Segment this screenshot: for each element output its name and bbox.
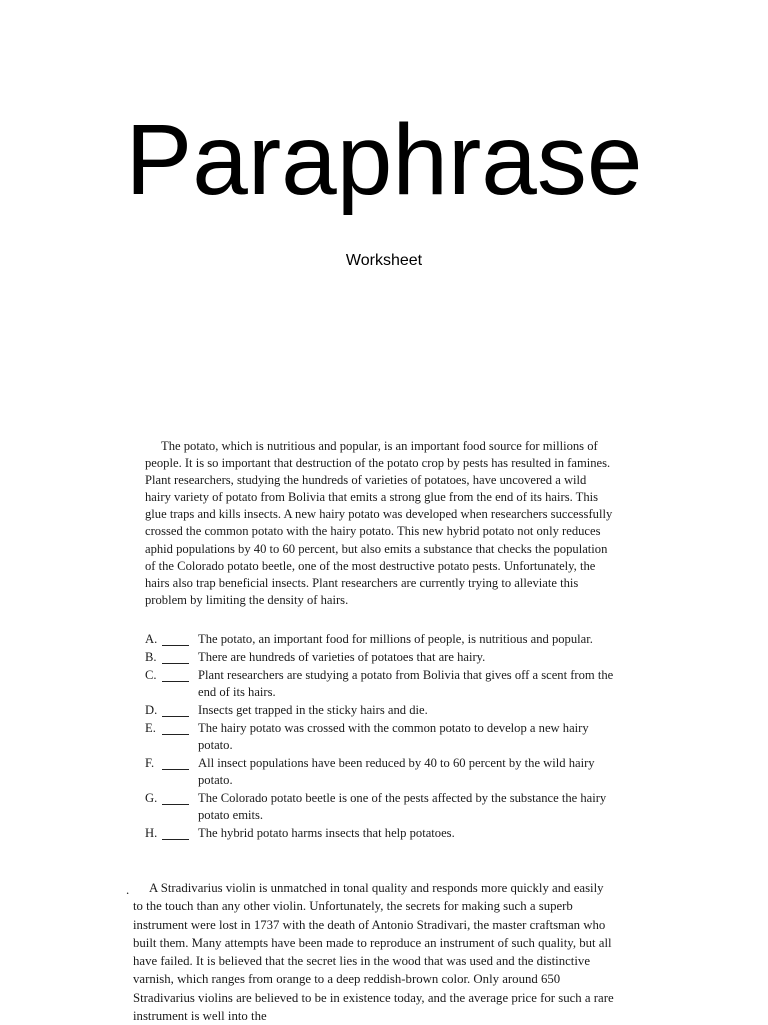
- answer-blank[interactable]: [162, 667, 189, 682]
- answer-blank[interactable]: [162, 720, 189, 735]
- answer-blank[interactable]: [162, 825, 189, 840]
- statement-text: The potato, an important food for millions of people, is nutritious and popular.: [198, 632, 593, 646]
- statement-letter: C.: [145, 668, 157, 683]
- statement-item-e: [145, 720, 615, 754]
- statement-letter: F.: [145, 756, 155, 771]
- passage-bullet: .: [126, 882, 130, 897]
- statement-text: The hairy potato was crossed with the common potato to develop a new hairy potato.: [198, 721, 589, 752]
- statement-text: The hybrid potato harms insects that help potatoes.: [198, 825, 455, 840]
- statement-item-b: [145, 649, 615, 666]
- answer-blank[interactable]: [162, 755, 189, 770]
- potato-passage: The potato, which is nutritious and popular, is an important food source for millions of people. It is so important that destruction of the potato crop by pests has resulted in famines. Plant researchers, studying the hundreds of varieties of potatoes, have uncovered a wild hairy variety of potato from Bolivia that emits a strong glue from the end of its hairs. This glue traps and kills insects. A new hairy potato was developed when researchers successfully crossed the common potato with the hairy potato. This new hybrid potato not only reduces aphid populations by 40 to 60 percent, but also emits a substance that checks the population of the Colorado potato beetle, one of the most destructive potato pests. Unfortunately, the hairs also trap beneficial insects. Plant researchers are currently trying to alleviate this problem by limiting the density of hairs.: [145, 439, 613, 607]
- statement-list: [145, 631, 615, 843]
- answer-blank[interactable]: [162, 790, 189, 805]
- statement-item-g: [145, 790, 615, 824]
- statement-text: There are hundreds of varieties of potatoes that are hairy.: [198, 650, 486, 665]
- statement-letter: B.: [145, 650, 157, 665]
- answer-blank[interactable]: [162, 649, 189, 664]
- statement-item-f: [145, 755, 615, 789]
- statement-letter: D.: [145, 703, 158, 718]
- page-subtitle: Worksheet: [345, 252, 423, 269]
- statement-text: Insects get trapped in the sticky hairs and die.: [198, 703, 428, 718]
- statement-item-d: [145, 702, 615, 719]
- statement-text: The Colorado potato beetle is one of the pests affected by the substance the hairy potato emits.: [198, 790, 607, 822]
- statement-letter: H.: [145, 825, 158, 840]
- statement-text: Plant researchers are studying a potato from Bolivia that gives off a scent from the end of its hairs.: [198, 668, 614, 699]
- violin-passage: A Stradivarius violin is unmatched in tonal quality and responds more quickly and easily to the touch than any other violin. Unfortunately, the secrets for making such a superb instrument were lost in 1737 with the death of Antonio Stradivari, the master craftsman who built them. Many attempts have been made to reproduce an instrument of such quality, but all have failed. It is believed that the secret lies in the wood that was used and the distinctive varnish, which ranges from orange to a deep reddish-brown color. Only around 650 Stradivarius violins are believed to be in existence today, and the average price for such a rare instrument is well into the: [133, 881, 614, 1024]
- statement-item-h: [145, 825, 615, 842]
- answer-blank[interactable]: [162, 702, 189, 717]
- answer-blank[interactable]: [162, 631, 189, 646]
- statement-item-a: [145, 631, 615, 648]
- statement-item-c: [145, 667, 615, 701]
- statement-text: All insect populations have been reduced by 40 to 60 percent by the wild hairy potato.: [198, 756, 595, 787]
- page-title: Paraphrase: [125, 104, 643, 216]
- statement-letter: A.: [145, 632, 158, 646]
- statement-letter: E.: [145, 721, 156, 736]
- statement-letter: G.: [145, 790, 158, 805]
